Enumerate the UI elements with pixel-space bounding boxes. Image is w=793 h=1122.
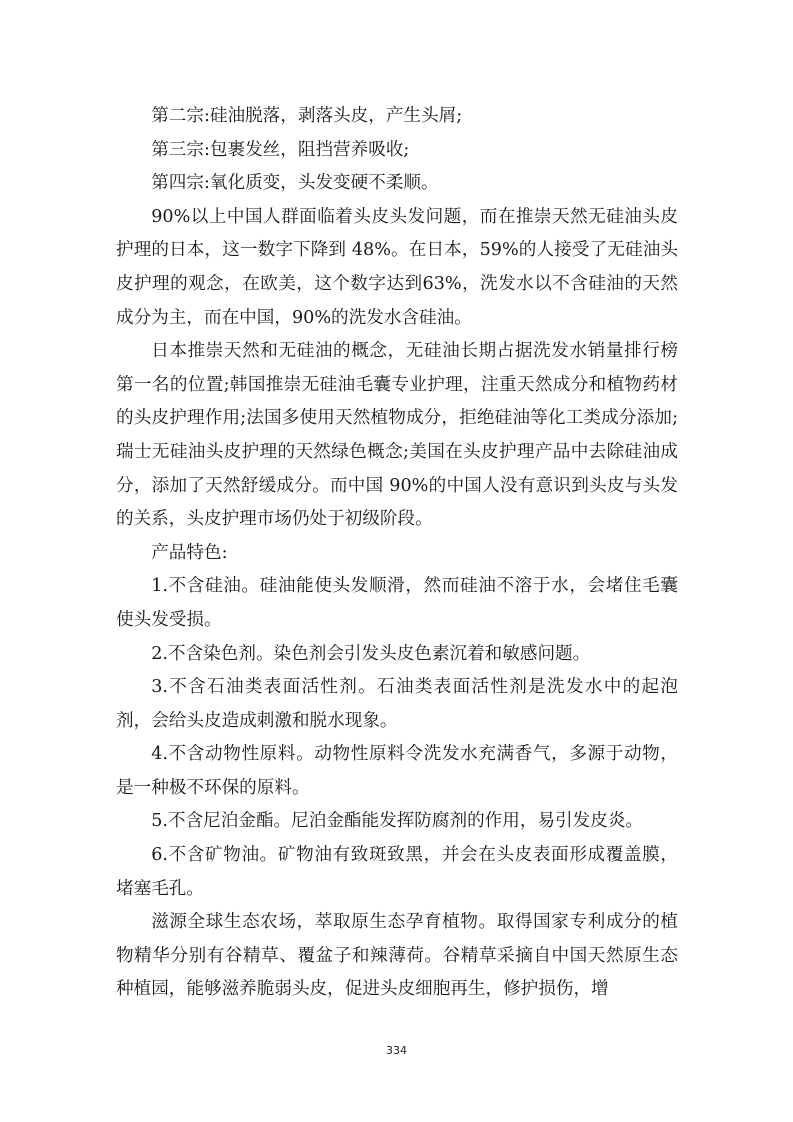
list-item: 2.不含染色剂。染色剂会引发头皮色素沉着和敏感问题。 [151, 643, 591, 664]
list-item: 3.不含石油类表面活性剂。石油类表面活性剂是洗发水中的起泡剂，会给头皮造成刺激和脱水现象。 [116, 677, 678, 731]
paragraph: 第三宗:包裹发丝，阻挡营养吸收; [151, 139, 410, 160]
paragraph: 日本推崇天然和无硅油的概念，无硅油长期占据洗发水销量排行榜第一名的位置;韩国推崇无硅油毛囊专业护理，注重天然成分和植物药材的头皮护理作用;法国多使用天然植物成分，拒绝硅油等化工类成分添加;瑞士无硅油头皮护理的天然绿色概念;美国在头皮护理产品中去除硅油成分，添加了天然舒缓成分。而中国 90%的中国人没有意识到头皮与头发的关系，头皮护理市场仍处于初级阶段。 [116, 341, 678, 530]
list-item: 6.不含矿物油。矿物油有致斑致黑，并会在头皮表面形成覆盖膜，堵塞毛孔。 [116, 845, 678, 899]
list-item: 5.不含尼泊金酯。尼泊金酯能发挥防腐剂的作用，易引发皮炎。 [151, 811, 644, 832]
paragraph: 第四宗:氧化质变，头发变硬不柔顺。 [151, 173, 439, 194]
paragraph: 滋源全球生态农场，萃取原生态孕育植物。取得国家专利成分的植物精华分别有谷精草、覆盆子和辣薄荷。谷精草采摘自中国天然原生态种植园，能够滋养脆弱头皮，促进头皮细胞再生，修护损伤，增 [116, 912, 678, 1000]
body-text [116, 100, 678, 1007]
section-heading: 产品特色: [151, 542, 228, 563]
list-item: 4.不含动物性原料。动物性原料令洗发水充满香气，多源于动物，是一种极不环保的原料。 [116, 744, 678, 798]
page-number: 334 [386, 1044, 407, 1057]
paragraph: 第二宗:硅油脱落，剥落头皮，产生头屑; [151, 106, 463, 126]
paragraph: 90%以上中国人群面临着头皮头发问题，而在推崇天然无硅油头皮护理的日本，这一数字下降到 48%。在日本，59%的人接受了无硅油头皮护理的观念，在欧美，这个数字达到63%，洗发水以不含硅油的天然成分为主，而在中国，90%的洗发水含硅油。 [116, 206, 678, 328]
list-item: 1.不含硅油。硅油能使头发顺滑，然而硅油不溶于水，会堵住毛囊使头发受损。 [116, 576, 678, 630]
